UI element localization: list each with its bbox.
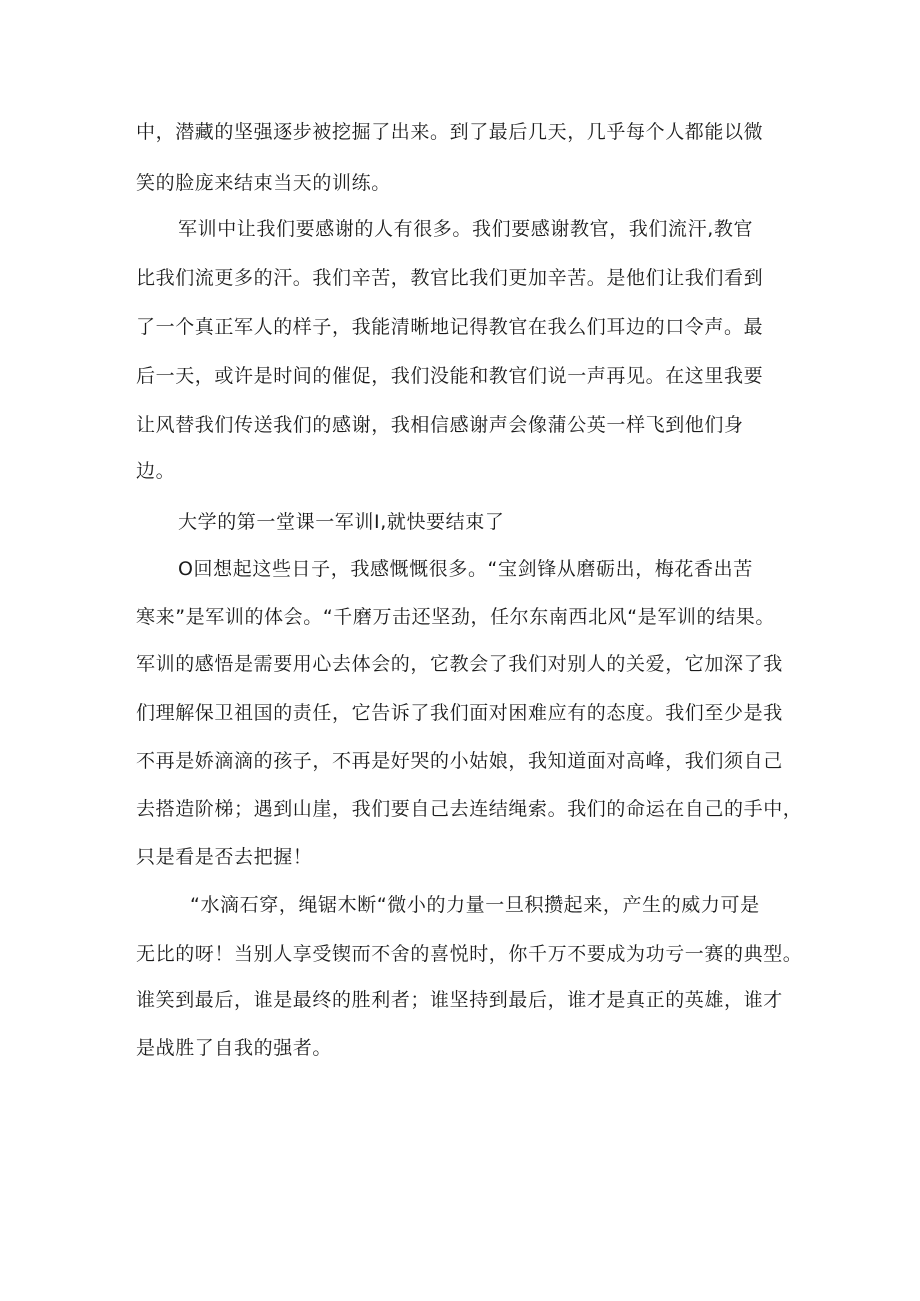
text-line: 们理解保卫祖国的责任，它告诉了我们面对困难应有的态度。我们至少是我 [136, 702, 783, 724]
text-line: 边。 [136, 460, 176, 482]
text-line: 只是看是否去把握！ [136, 846, 313, 868]
text-line: 不再是娇滴滴的孩子，不再是好哭的小姑娘，我知道面对高峰，我们须自己 [136, 750, 783, 772]
text-line: 无比的呀！当别人享受锲而不舍的喜悦时，你千万不要成为功亏一赛的典型。 [136, 943, 803, 965]
section-heading: 大学的第一堂课一军训I,就快要结束了 [178, 511, 505, 533]
text-line: 笑的脸庞来结束当天的训练。 [136, 172, 391, 194]
text-line: 了一个真正军人的样子，我能清晰地记得教官在我么们耳边的口令声。最 [136, 316, 764, 338]
paragraph-start-line: 军训中让我们要感谢的人有很多。我们要感谢教官，我们流汗,教官 [178, 218, 754, 240]
text-line: 让风替我们传送我们的感谢，我相信感谢声会像蒲公英一样飞到他们身 [136, 414, 744, 436]
text-line: 军训的感悟是需要用心去体会的，它教会了我们对别人的关爱，它加深了我 [136, 653, 783, 675]
text-line: 中，潜藏的坚强逐步被挖掘了出来。到了最后几天，几乎每个人都能以微 [136, 121, 764, 143]
text-line: 去搭造阶梯；遇到山崖，我们要自己去连结绳索。我们的命运在自己的手中， [136, 798, 803, 820]
paragraph-start-line: O回想起这些日子，我感慨慨很多。“宝剑锋从磨砺出，梅花香出苦 [178, 558, 753, 580]
text-line: 比我们流更多的汗。我们辛苦，教官比我们更加辛苦。是他们让我们看到 [136, 267, 764, 289]
text-line: 寒来”是军训的体会。“千磨万击还坚劲，任尔东南西北风“是军训的结果。 [136, 606, 775, 628]
text-line: 是战胜了自我的强者。 [136, 1037, 333, 1059]
text-line: 谁笑到最后，谁是最终的胜利者；谁坚持到最后，谁才是真正的英雄，谁才 [136, 989, 783, 1011]
paragraph-start-line: “水滴石穿，绳锯木断“微小的力量一旦积攒起来，产生的威力可是 [190, 894, 760, 916]
text-line: 后一天，或许是时间的催促，我们没能和教官们说一声再见。在这里我要 [136, 365, 764, 387]
